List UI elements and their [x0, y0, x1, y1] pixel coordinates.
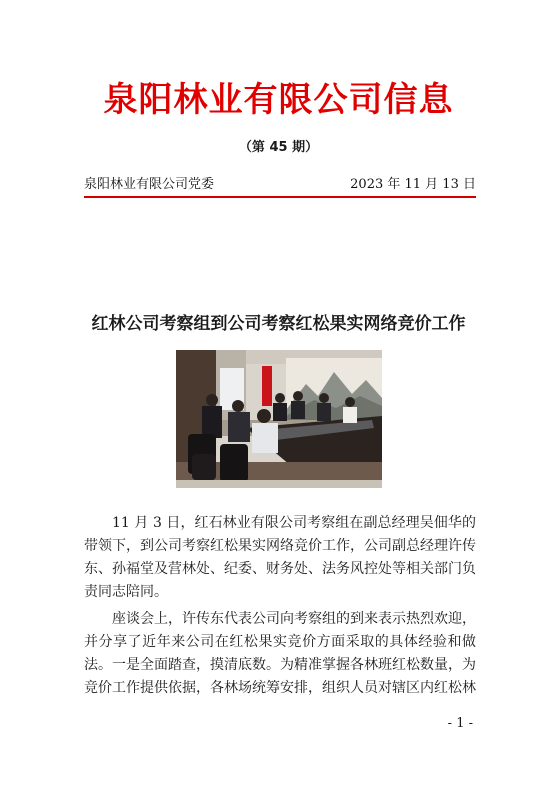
issuer-name: 泉阳林业有限公司党委: [84, 177, 215, 192]
info-line: [84, 176, 476, 194]
page-number: - 1 -: [447, 716, 473, 731]
meeting-photo: [176, 350, 382, 488]
article-body: [84, 512, 476, 700]
paragraph-1: 11 月 3 日，红石林业有限公司考察组在副总经理吴佃华的带领下，到公司考察红松果实网络竞价工作，公司副总经理许传东、孙福堂及营林处、纪委、财务处、法务风控处等相关部门负责同志陪同。: [84, 515, 476, 600]
issue-number: （第 45 期）: [238, 140, 319, 155]
article-headline: 红林公司考察组到公司考察红松果实网络竞价工作: [91, 314, 466, 334]
meeting-photo-illustration: [176, 350, 382, 488]
issue-date: 2023 年 11 月 13 日: [350, 177, 476, 192]
paragraph-2: 座谈会上，许传东代表公司向考察组的到来表示热烈欢迎，并分享了近年来公司在红松果实竞价方面采取的具体经验和做法。一是全面踏查，摸清底数。为精准掌握各林班红松数量，为竞价工作提供依据，各林场统筹安排，组织人员对辖区内红松林: [84, 611, 476, 696]
red-divider: [84, 196, 476, 198]
masthead-title: 泉阳林业有限公司信息: [103, 80, 454, 120]
